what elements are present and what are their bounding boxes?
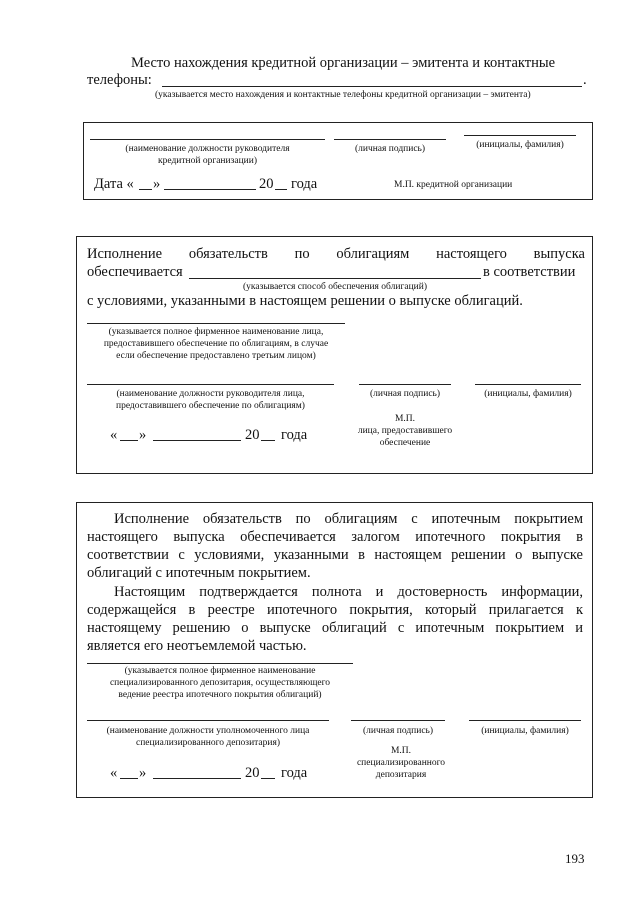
- depository-signature-line: [351, 720, 445, 721]
- date-year: 20: [259, 176, 274, 192]
- location-fill-line: [162, 86, 582, 87]
- position-caption-2: кредитной организации): [158, 156, 257, 166]
- word-3: по: [294, 246, 310, 262]
- initials-caption: (инициалы, фамилия): [481, 726, 569, 736]
- initials-caption: (инициалы, фамилия): [484, 389, 572, 399]
- secured-suffix: в соответствии: [483, 264, 576, 280]
- signature-caption: (личная подпись): [362, 726, 434, 736]
- location-line-1: Место нахождения кредитной организации – эмитента и контактные: [131, 55, 556, 71]
- name-caption-3: если обеспечение предоставлено третьим лицом): [116, 351, 316, 361]
- position-caption-2: специализированного депозитария): [136, 738, 280, 748]
- para2-line-2: содержащейся в реестре ипотечного покрытия, который прилагается к: [87, 602, 583, 618]
- para1-line-2: настоящего выпуска обеспечивается залогом ипотечного покрытия в: [87, 529, 583, 545]
- date-year: 20: [245, 765, 260, 781]
- para1-line-1: Исполнение обязательств по облигациям с ипотечным покрытием: [114, 511, 583, 527]
- signature-caption: (личная подпись): [369, 389, 441, 399]
- phones-label: телефоны:: [87, 72, 152, 88]
- date-year-line: [261, 778, 275, 779]
- guarantor-signature-line: [359, 384, 451, 385]
- date-suffix: года: [291, 176, 318, 192]
- name-caption-1: (указывается полное фирменное наименование: [124, 666, 316, 676]
- position-caption-1: (наименование должности руководителя: [125, 144, 290, 154]
- guarantor-box: [76, 236, 593, 474]
- date-day-line: [120, 440, 138, 441]
- date-month-line: [153, 778, 241, 779]
- stamp-3: обеспечение: [379, 438, 431, 448]
- date-open: «: [110, 427, 118, 443]
- name-caption-1: (указывается полное фирменное наименование лица,: [108, 327, 324, 337]
- guarantor-line-1: [87, 245, 585, 263]
- date-suffix: года: [281, 765, 308, 781]
- word-1: Исполнение: [87, 246, 163, 262]
- date-quote-close: »: [153, 176, 161, 192]
- para2-line-4: является его неотъемлемой частью.: [87, 638, 307, 654]
- date-month-line: [153, 440, 241, 441]
- date-prefix: Дата «: [94, 176, 134, 192]
- stamp-1: М.П.: [390, 746, 412, 756]
- depository-position-line: [87, 720, 329, 721]
- location-caption: (указывается место нахождения и контактные телефоны кредитной организации – эмитента): [155, 90, 531, 100]
- initials-caption: (инициалы, фамилия): [476, 140, 564, 150]
- method-caption: (указывается способ обеспечения облигаций): [242, 282, 428, 292]
- para1-line-4: облигаций с ипотечным покрытием.: [87, 565, 311, 581]
- name-caption-2: специализированного депозитария, осуществляющего: [109, 678, 331, 688]
- stamp-2: лица, предоставившего: [357, 426, 453, 436]
- page-number: 193: [565, 851, 585, 866]
- date-year-line: [275, 189, 287, 190]
- name-caption-2: предоставившего обеспечение по облигациям, в случае: [103, 339, 329, 349]
- para1-line-3: соответствии с условиями, указанными в настоящем решении о выпуске: [87, 547, 583, 563]
- signature-caption: (личная подпись): [354, 144, 426, 154]
- position-caption-1: (наименование должности уполномоченного лица: [106, 726, 310, 736]
- word-6: выпуска: [533, 246, 585, 262]
- date-close: »: [139, 427, 147, 443]
- word-5: настоящего: [436, 246, 507, 262]
- stamp-2: специализированного: [356, 758, 446, 768]
- signature-line: [334, 139, 446, 140]
- position-caption-2: предоставившего обеспечение по облигациям): [116, 401, 305, 411]
- guarantor-position-line: [87, 384, 334, 385]
- name-caption-3: ведение реестра ипотечного покрытия облигаций): [118, 690, 322, 700]
- word-4: облигациям: [336, 246, 410, 262]
- para2-line-1: Настоящим подтверждается полнота и достоверность информации,: [114, 584, 583, 600]
- depository-box: [76, 502, 593, 798]
- date-day-line: [120, 778, 138, 779]
- initials-line: [464, 135, 576, 136]
- depository-initials-line: [469, 720, 581, 721]
- word-2: обязательств: [188, 246, 268, 262]
- date-suffix: года: [281, 427, 308, 443]
- method-line: [189, 278, 481, 279]
- date-day-line: [139, 189, 152, 190]
- date-open: «: [110, 765, 118, 781]
- guarantor-initials-line: [475, 384, 581, 385]
- location-period: .: [583, 72, 587, 88]
- para2-line-3: настоящему решению о выпуске облигаций с ипотечным покрытием и: [87, 620, 583, 636]
- creditor-signature-box: [83, 122, 593, 200]
- secured-prefix: обеспечивается: [87, 264, 183, 280]
- date-year: 20: [245, 427, 260, 443]
- stamp-3: депозитария: [375, 770, 427, 780]
- position-caption-1: (наименование должности руководителя лица,: [116, 389, 305, 399]
- position-line: [90, 139, 325, 140]
- stamp-1: М.П.: [394, 414, 416, 424]
- date-close: »: [139, 765, 147, 781]
- guarantor-name-line: [87, 323, 345, 324]
- depository-name-line: [87, 663, 353, 664]
- date-month-line: [164, 189, 256, 190]
- creditor-stamp: М.П. кредитной организации: [394, 180, 513, 190]
- date-year-line: [261, 440, 275, 441]
- conditions-line: с условиями, указанными в настоящем решении о выпуске облигаций.: [87, 293, 523, 309]
